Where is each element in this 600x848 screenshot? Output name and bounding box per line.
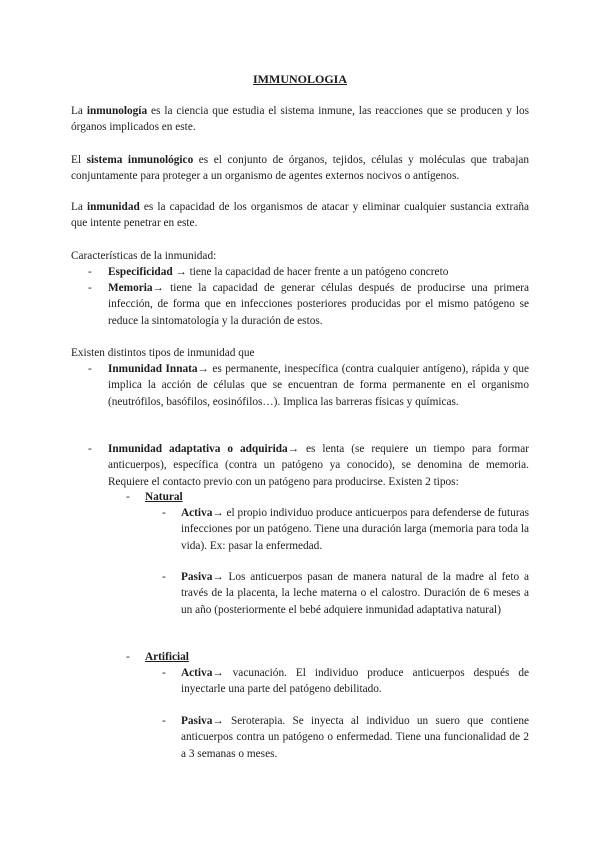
bullet-dash: - <box>88 266 92 278</box>
innate-bold-term: Inmunidad Innata <box>108 363 198 375</box>
natural-heading <box>145 489 183 505</box>
adaptive-immunity-item <box>108 441 529 490</box>
natural-active-item <box>181 505 529 554</box>
characteristic-item-memoria <box>108 280 529 329</box>
p3-text: es la capacidad de los organismos de atacar y eliminar cualquier sustancia extraña que intente penetrar en este. <box>71 201 529 230</box>
artificial-passive-text: Seroterapia. Se inyecta al individuo un suero que contiene anticuerpos contra un patógeno o enfermedad. Tiene una funcionalidad de 2 a 3 semanas o meses. <box>181 715 529 760</box>
item-text: tiene la capacidad de hacer frente a un patógeno concreto <box>189 266 449 278</box>
intro-paragraph-2 <box>71 152 529 185</box>
intro-paragraph-1 <box>71 103 529 136</box>
item-bold-term: Memoria <box>108 282 153 294</box>
arrow: → <box>172 266 190 278</box>
bullet-dash: - <box>162 507 166 519</box>
innate-text: es permanente, inespecífica (contra cualquier antígeno), rápida y que implica la acción de células que se encuentran de forma permanente en el organismo (neutrófilos, basófilos, eosinófilos…). Implica las barreras físicas y químicas. <box>108 363 529 408</box>
bullet-dash: - <box>126 651 130 663</box>
artificial-passive-term: Pasiva <box>181 715 213 727</box>
arrow: → <box>152 282 171 294</box>
bullet-dash: - <box>88 282 92 294</box>
artificial-label: Artificial <box>145 651 189 663</box>
artificial-active-item <box>181 665 529 698</box>
arrow: → <box>197 363 213 375</box>
page-title: IMMUNOLOGIA <box>253 72 347 86</box>
artificial-heading <box>145 649 189 665</box>
arrow: → <box>287 443 306 455</box>
p2-text: es el conjunto de órganos, tejidos, células y moléculas que trabajan conjuntamente para proteger a un organismo de agentes externos nocivos o antígenos. <box>71 154 530 183</box>
natural-passive-text: Los anticuerpos pasan de manera natural de la madre al feto a través de la placenta, la leche materna o el calostro. Duración de 6 meses a un año (posteriormente el bebé adquiere inmunidad adaptativa natural) <box>181 571 529 616</box>
p2-bold-term: sistema inmunológico <box>86 154 194 166</box>
characteristics-heading: Características de la inmunidad: <box>71 250 217 262</box>
natural-passive-item <box>181 569 529 618</box>
natural-label: Natural <box>145 491 183 503</box>
types-heading: Existen distintos tipos de inmunidad que <box>71 347 255 359</box>
innate-immunity-item <box>108 361 529 410</box>
adaptive-text: es lenta (se requiere un tiempo para formar anticuerpos), específica (contra un patógeno ya conocido), se denomina de memoria. Requiere el contacto previo con un patógeno para producirse. Existen 2 tipos: <box>108 443 529 488</box>
item-bold-term: Especificidad <box>108 266 173 278</box>
arrow: → <box>212 571 229 583</box>
bullet-dash: - <box>126 491 130 503</box>
arrow: → <box>212 507 227 519</box>
natural-passive-term: Pasiva <box>181 571 213 583</box>
item-text: tiene la capacidad de generar células después de producirse una primera infección, de forma que en infecciones posteriores producidas por el mismo patógeno se reduce la sintomatología y la duración de estos. <box>108 282 529 327</box>
artificial-active-text: vacunación. El individuo produce anticuerpos después de inyectarle una parte del patógeno debilitado. <box>181 667 530 696</box>
p1-pre: La <box>71 105 87 117</box>
p1-text: es la ciencia que estudia el sistema inmune, las reacciones que se producen y los órganos implicados en este. <box>71 105 530 134</box>
artificial-passive-item <box>181 713 529 762</box>
p3-bold-term: inmunidad <box>87 201 140 213</box>
adaptive-bold-term: Inmunidad adaptativa o adquirida <box>108 443 288 455</box>
p3-pre: La <box>71 201 88 213</box>
bullet-dash: - <box>162 715 166 727</box>
natural-active-text: el propio individuo produce anticuerpos para defenderse de futuras infecciones por un patógeno. Tiene una duración larga (memoria para toda la vida). Ex: pasar la enfermedad. <box>181 507 529 552</box>
characteristic-item-especificidad <box>108 264 529 280</box>
p2-pre: El <box>71 154 87 166</box>
bullet-dash: - <box>88 363 92 375</box>
bullet-dash: - <box>162 571 166 583</box>
arrow: → <box>212 715 231 727</box>
bullet-dash: - <box>162 667 166 679</box>
arrow: → <box>212 667 233 679</box>
artificial-active-term: Activa <box>181 667 213 679</box>
natural-active-term: Activa <box>181 507 213 519</box>
bullet-dash: - <box>88 443 92 455</box>
p1-bold-term: inmunología <box>86 105 148 117</box>
intro-paragraph-3 <box>71 199 529 232</box>
